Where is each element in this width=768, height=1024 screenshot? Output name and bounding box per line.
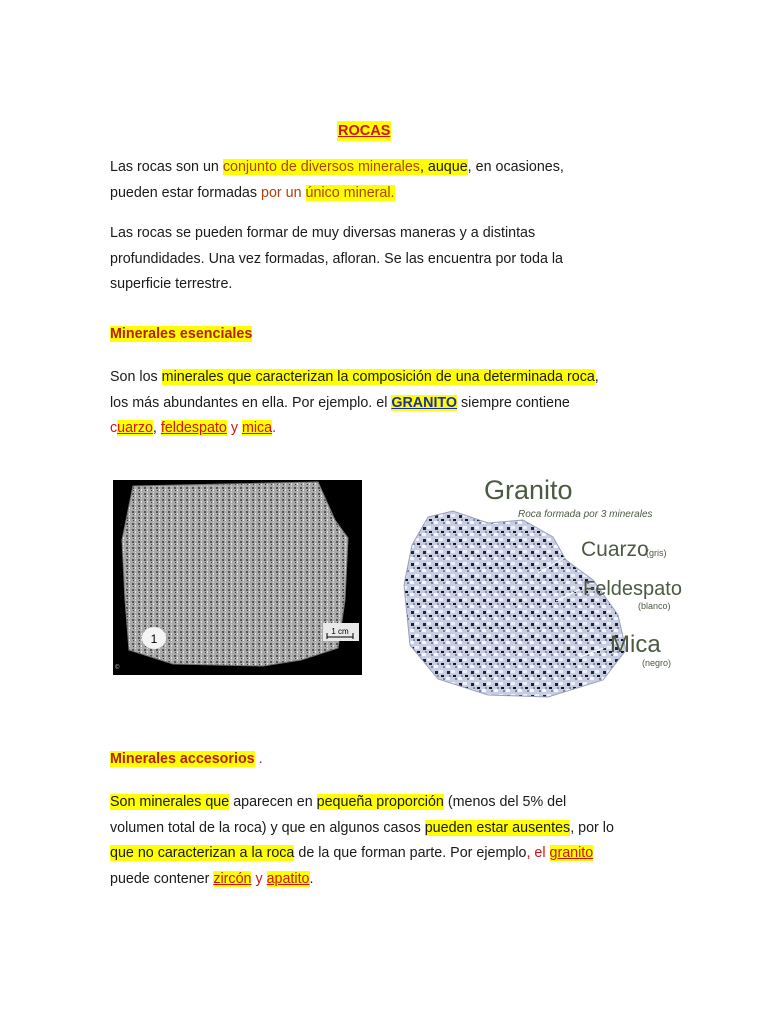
esenciales-line-2 xyxy=(110,391,670,417)
intro-text: , en ocasiones, xyxy=(467,159,564,175)
zircon-highlight: zircón xyxy=(213,870,252,887)
text: aparecen en xyxy=(229,794,317,810)
apatito-highlight: apatito xyxy=(266,870,310,887)
figure-subtitle: Roca formada por 3 minerales xyxy=(518,509,653,520)
intro-highlight-conjunto: conjunto de diversos minerales xyxy=(222,159,420,175)
granito-emphasis: GRANITO xyxy=(391,394,458,411)
highlight-pequena: pequeña proporción xyxy=(316,794,444,810)
granito-highlight: granito xyxy=(549,845,594,861)
section-heading-accesorios xyxy=(110,747,670,773)
heading-text: Minerales esenciales xyxy=(110,326,253,342)
text: y xyxy=(251,870,267,887)
formation-line-2: profundidades. Una vez formadas, afloran. Se las encuentra por toda la xyxy=(110,250,564,267)
esenciales-line-3 xyxy=(110,416,670,442)
granite-photo xyxy=(113,480,362,675)
heading-text: Minerales accesorios xyxy=(110,751,255,767)
text: c xyxy=(110,420,118,436)
label-mica-note: (negro) xyxy=(642,658,672,668)
highlight-minerales: minerales que caracterizan la composición de una determinada roca xyxy=(161,369,595,385)
marker-label: 1 xyxy=(150,632,158,646)
text: y xyxy=(226,420,242,436)
text: , xyxy=(152,420,161,436)
accesorios-line-3 xyxy=(110,841,670,867)
label-cuarzo: Cuarzo xyxy=(581,538,649,561)
intro-line-2 xyxy=(110,181,670,207)
page-title: ROCAS xyxy=(338,123,391,139)
granite-labeled-figure xyxy=(398,465,716,705)
text: Son los xyxy=(110,369,162,385)
intro-text: Las rocas son un xyxy=(110,159,223,175)
highlight-son-minerales: Son minerales que xyxy=(110,794,230,810)
scale-bar-label: 1 cm xyxy=(331,627,349,636)
text: . xyxy=(309,870,314,887)
intro-highlight-auque: auque xyxy=(427,159,468,175)
text: siempre contiene xyxy=(457,394,570,411)
text: , xyxy=(594,369,599,385)
intro-highlight-unico: único mineral. xyxy=(305,184,395,201)
highlight-ausentes: pueden estar ausentes xyxy=(424,819,571,836)
svg-text:©: © xyxy=(115,665,120,671)
label-cuarzo-note: (gris) xyxy=(646,548,667,558)
accesorios-paragraph xyxy=(110,790,670,892)
granite-figure-graphic xyxy=(398,465,716,705)
heading-tail: . xyxy=(254,751,263,767)
intro-paragraph xyxy=(110,155,670,206)
feldespato-highlight: feldespato xyxy=(160,420,227,436)
esenciales-line-1 xyxy=(110,365,670,391)
formation-line-1: Las rocas se pueden formar de muy diversas maneras y a distintas xyxy=(110,225,536,241)
intro-por-un: por un xyxy=(261,184,306,201)
text: , el xyxy=(526,845,550,861)
cuarzo-highlight: uarzo xyxy=(117,420,153,436)
label-mica: Mica xyxy=(610,631,661,658)
text: . xyxy=(272,420,277,436)
text: volumen total de la roca) y que en algunos casos xyxy=(110,819,425,836)
accesorios-line-2 xyxy=(110,816,670,842)
text: de la que forman parte. Por ejemplo xyxy=(294,845,527,861)
text: los más abundantes en ella. Por ejemplo. el xyxy=(110,394,392,411)
highlight-no-caracterizan: que no caracterizan a la roca xyxy=(110,845,295,861)
text: , por lo xyxy=(570,819,614,836)
section-heading-esenciales xyxy=(110,322,670,348)
accesorios-line-4 xyxy=(110,867,670,893)
label-feldespato-note: (blanco) xyxy=(638,601,671,611)
intro-line-1 xyxy=(110,155,670,181)
intro-comma: , xyxy=(419,159,428,175)
intro-text: pueden estar formadas xyxy=(110,184,262,201)
text: (menos del 5% del xyxy=(443,794,567,810)
formation-line-3: superficie terrestre. xyxy=(110,276,233,292)
mica-highlight: mica xyxy=(241,420,273,436)
figure-title: Granito xyxy=(484,475,573,505)
accesorios-line-1 xyxy=(110,790,670,816)
formation-paragraph xyxy=(110,221,670,298)
granite-photo-graphic xyxy=(113,480,362,675)
label-feldespato: Feldespato xyxy=(583,578,682,600)
esenciales-paragraph xyxy=(110,365,670,442)
text: puede contener xyxy=(110,870,214,887)
